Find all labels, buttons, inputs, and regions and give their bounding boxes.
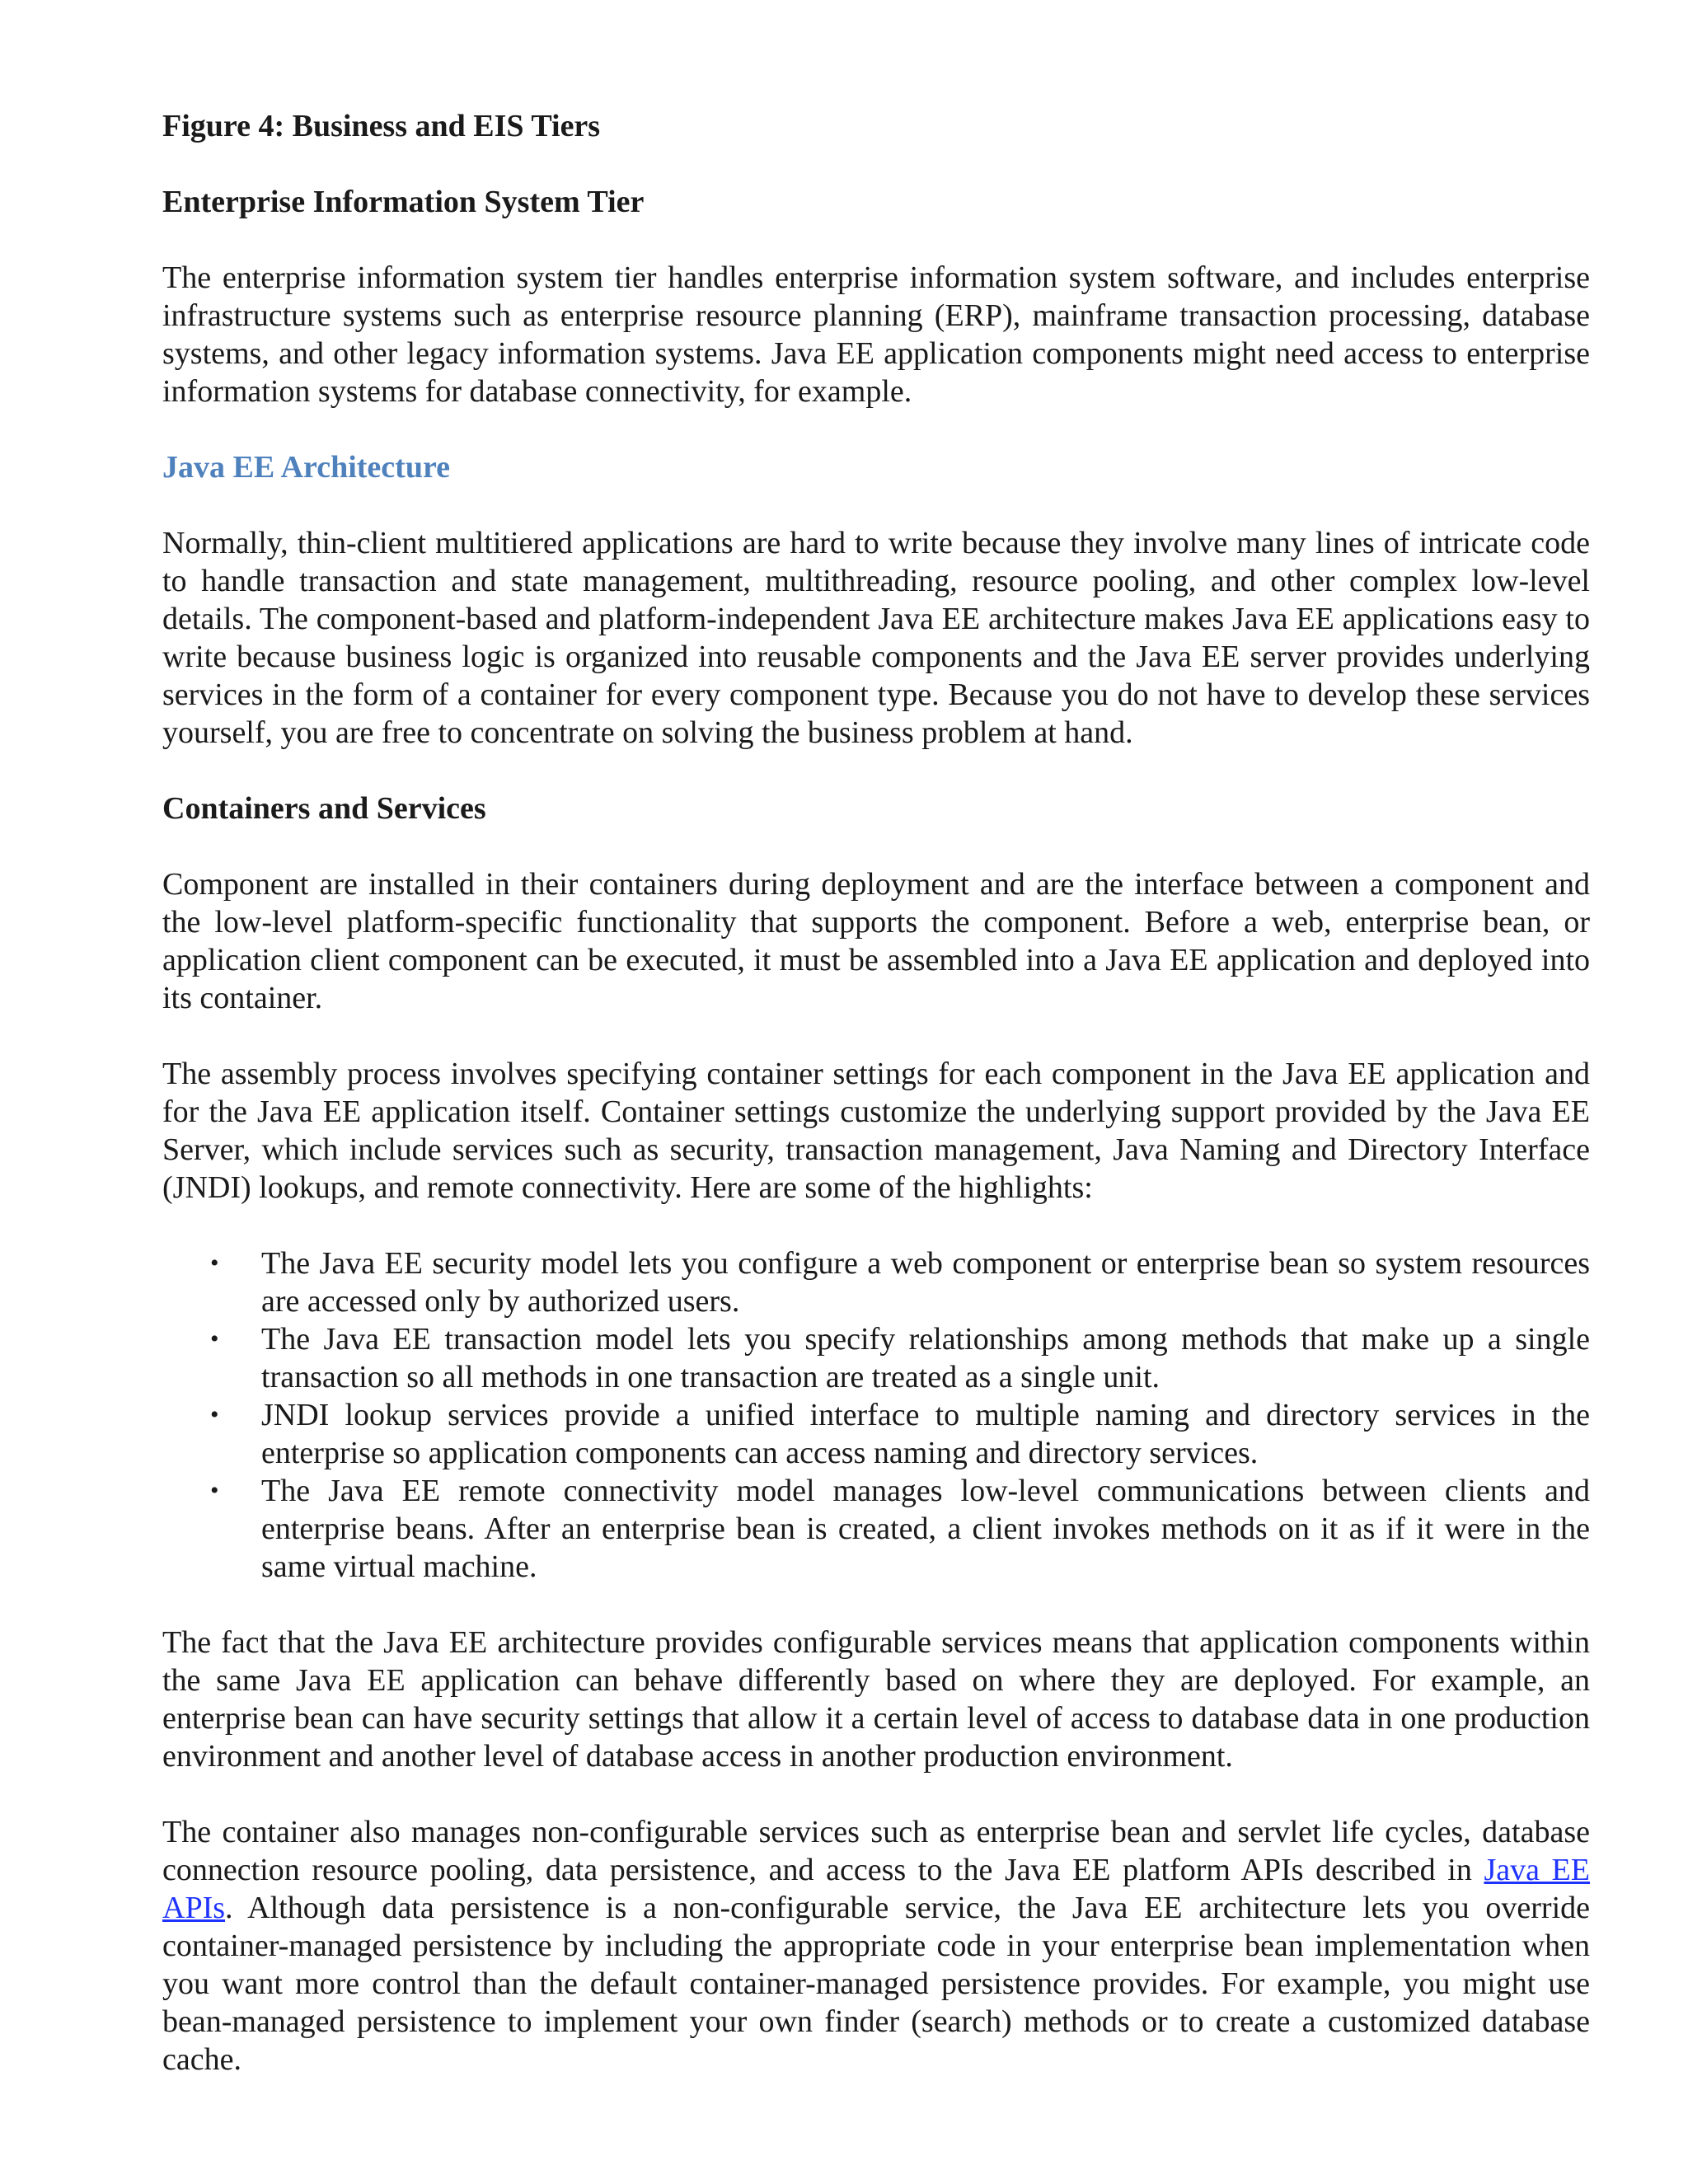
- list-item: [210, 1320, 1590, 1396]
- spacer: [162, 752, 1590, 790]
- containers-services-heading: Containers and Services: [162, 791, 486, 826]
- java-ee-apis-link[interactable]: Java EE APIs: [162, 1853, 1590, 1925]
- containers-paragraph-1: Component are installed in their containers during deployment and are the interface between a component and the low-level platform-specific functionality that supports the component. Before a web, enterprise bean, or application client component can be executed, it must be assembled into a Java EE application and deployed into its container.: [162, 867, 1590, 1015]
- architecture-paragraph: Normally, thin-client multitiered applications are hard to write because they involve many lines of intricate code to handle transaction and state management, multithreading, resource pooling, and other complex low-level details. The component-based and platform-independent Java EE architecture makes Java EE applications easy to write because business logic is organized into reusable components and the Java EE server provides underlying services in the form of a container for every component type. Because you do not have to develop these services yourself, you are free to concentrate on solving the business problem at hand.: [162, 526, 1590, 750]
- spacer: [162, 221, 1590, 259]
- list-item: [210, 1472, 1590, 1586]
- spacer: [162, 1775, 1590, 1813]
- bullet-icon: •: [210, 1325, 219, 1352]
- list-item-text: The Java EE transaction model lets you specify relationships among methods that make up a single transaction so all methods in one transaction are treated as a single unit.: [261, 1322, 1590, 1394]
- spacer: [162, 1586, 1590, 1624]
- eis-tier-heading: Enterprise Information System Tier: [162, 185, 645, 219]
- spacer: [162, 1017, 1590, 1055]
- spacer: [162, 145, 1590, 183]
- paragraph-text: . Although data persistence is a non-configurable service, the Java EE architecture lets you override container-managed persistence by including the appropriate code in your enterprise bean implementation when you want more control than the default container-managed persistence provides. For example, you might use bean-managed persistence to implement your own finder (search) methods or to create a customized database cache.: [162, 1891, 1590, 2077]
- spacer: [162, 410, 1590, 448]
- containers-paragraph-2: The assembly process involves specifying container settings for each component in the Java EE application and for the Java EE application itself. Container settings customize the underlying support provided by the Java EE Server, which include services such as security, transaction management, Java Naming and Directory Interface (JNDI) lookups, and remote connectivity. Here are some of the highlights:: [162, 1057, 1590, 1205]
- java-ee-architecture-heading: Java EE Architecture: [162, 450, 450, 485]
- spacer: [162, 827, 1590, 865]
- list-item: [210, 1396, 1590, 1472]
- bullet-icon: •: [210, 1249, 219, 1277]
- highlights-list: [162, 1244, 1590, 1586]
- containers-paragraph-3: The fact that the Java EE architecture provides configurable services means that application components within the same Java EE application can behave differently based on where they are deployed. For example, an enterprise bean can have security settings that allow it a certain level of access to database data in one production environment and another level of database access in another production environment.: [162, 1625, 1590, 1774]
- bullet-icon: •: [210, 1401, 219, 1428]
- bullet-icon: •: [210, 1477, 219, 1504]
- figure-caption: Figure 4: Business and EIS Tiers: [162, 109, 601, 143]
- document-content: [162, 107, 1590, 2079]
- list-item-text: The Java EE security model lets you configure a web component or enterprise bean so system resources are accessed only by authorized users.: [261, 1246, 1590, 1319]
- list-item: [210, 1244, 1590, 1320]
- spacer: [162, 486, 1590, 524]
- spacer: [162, 1207, 1590, 1244]
- list-item-text: JNDI lookup services provide a unified interface to multiple naming and directory services in the enterprise so application components can access naming and directory services.: [261, 1398, 1590, 1470]
- eis-tier-paragraph: The enterprise information system tier handles enterprise information system software, and includes enterprise infrastructure systems such as enterprise resource planning (ERP), mainframe transaction processing, database systems, and other legacy information systems. Java EE application components might need access to enterprise information systems for database connectivity, for example.: [162, 260, 1590, 409]
- list-item-text: The Java EE remote connectivity model manages low-level communications between clients and enterprise beans. After an enterprise bean is created, a client invokes methods on it as if it were in the same virtual machine.: [261, 1474, 1590, 1584]
- paragraph-text: The container also manages non-configurable services such as enterprise bean and servlet life cycles, database connection resource pooling, data persistence, and access to the Java EE platform APIs described in: [162, 1815, 1590, 1887]
- containers-paragraph-4: [162, 1813, 1590, 2079]
